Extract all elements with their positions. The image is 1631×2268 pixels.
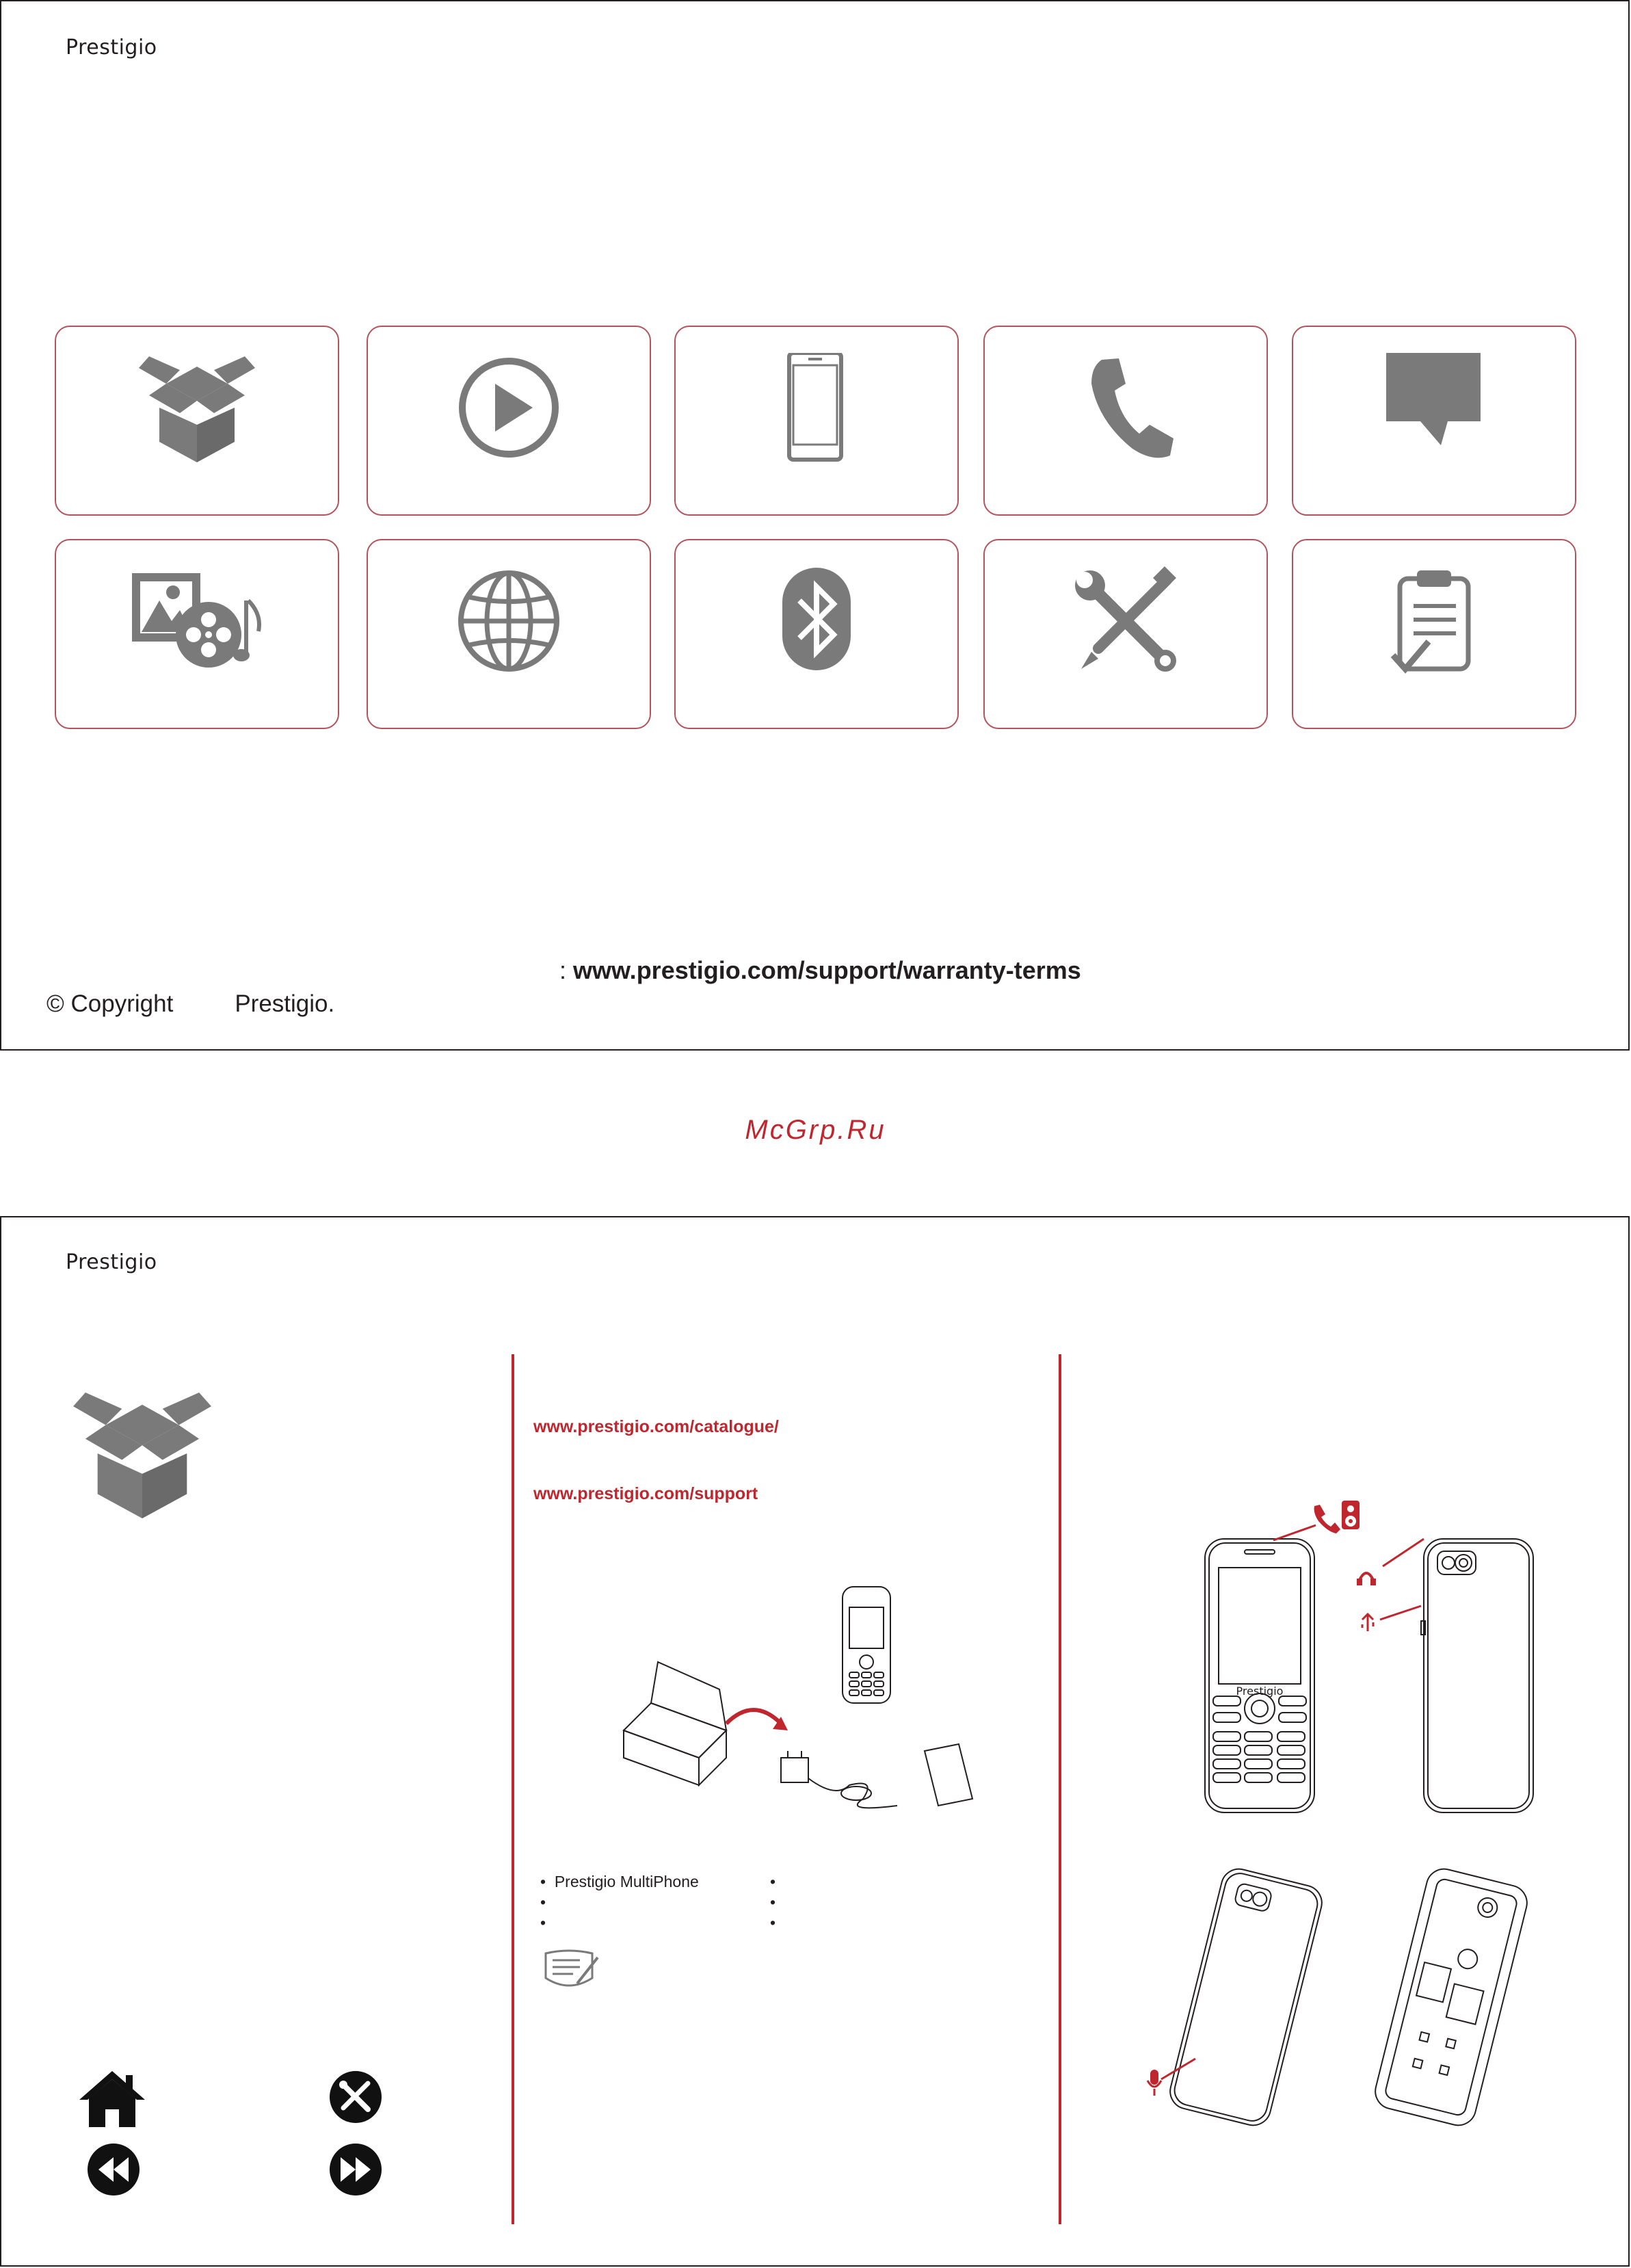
tools-icon: [1071, 566, 1180, 676]
tile-bluetooth[interactable]: [674, 539, 959, 729]
warranty-url[interactable]: www.prestigio.com/support/warranty-terms: [573, 956, 1081, 984]
package-item: •: [770, 1893, 784, 1911]
box-icon: [139, 353, 255, 462]
multimedia-icon: [132, 566, 262, 676]
tile-getting-started[interactable]: [55, 326, 339, 516]
tile-troubleshooting[interactable]: [1292, 539, 1576, 729]
copyright-text: © Copyright: [47, 990, 174, 1017]
bluetooth-icon: [762, 566, 871, 676]
phone-brand-label: Prestigio: [1236, 1685, 1284, 1698]
tools-icon[interactable]: [328, 2070, 383, 2124]
brand-logo: Prestigio: [66, 1250, 157, 1274]
tile-basic-operations[interactable]: [367, 326, 651, 516]
clipboard-check-icon: [1379, 566, 1489, 676]
copyright-line: [47, 990, 334, 1018]
package-contents-illustration: [617, 1580, 1000, 1867]
note-icon: [542, 1948, 600, 1993]
globe-icon: [454, 566, 563, 676]
smartphone-icon: [762, 353, 871, 462]
catalogue-link[interactable]: www.prestigio.com/catalogue/: [533, 1417, 779, 1436]
fast-forward-icon[interactable]: [328, 2142, 383, 2197]
brand-logo: Prestigio: [66, 36, 157, 60]
box-icon: [67, 1388, 217, 1518]
copyright-owner: Prestigio.: [235, 990, 335, 1017]
tile-multimedia[interactable]: [55, 539, 339, 729]
package-item: •: [770, 1873, 784, 1890]
package-item: •: [540, 1914, 555, 1931]
warranty-line: [559, 956, 1081, 985]
phone-handset-icon: [1071, 353, 1180, 462]
tile-home-screen[interactable]: [674, 326, 959, 516]
column-divider-left: [512, 1354, 514, 2224]
support-link[interactable]: www.prestigio.com/support: [533, 1484, 758, 1503]
tile-calls[interactable]: [983, 326, 1268, 516]
message-bubble-icon: [1379, 353, 1489, 462]
rewind-icon[interactable]: [86, 2142, 141, 2197]
package-item: • Prestigio MultiPhone: [540, 1873, 699, 1890]
device-layout-diagram: [1137, 1491, 1561, 2175]
tile-settings[interactable]: [983, 539, 1268, 729]
warranty-prefix: :: [559, 956, 574, 984]
tile-internet[interactable]: [367, 539, 651, 729]
manual-cover-page: [0, 0, 1630, 1051]
package-item: •: [540, 1893, 555, 1911]
home-icon[interactable]: [78, 2070, 146, 2127]
play-icon: [454, 353, 563, 462]
watermark-text: McGrp.Ru: [745, 1115, 886, 1145]
manual-getting-started-page: [0, 1216, 1630, 2267]
tile-messaging[interactable]: [1292, 326, 1576, 516]
package-item: •: [770, 1914, 784, 1931]
column-divider-right: [1059, 1354, 1061, 2224]
